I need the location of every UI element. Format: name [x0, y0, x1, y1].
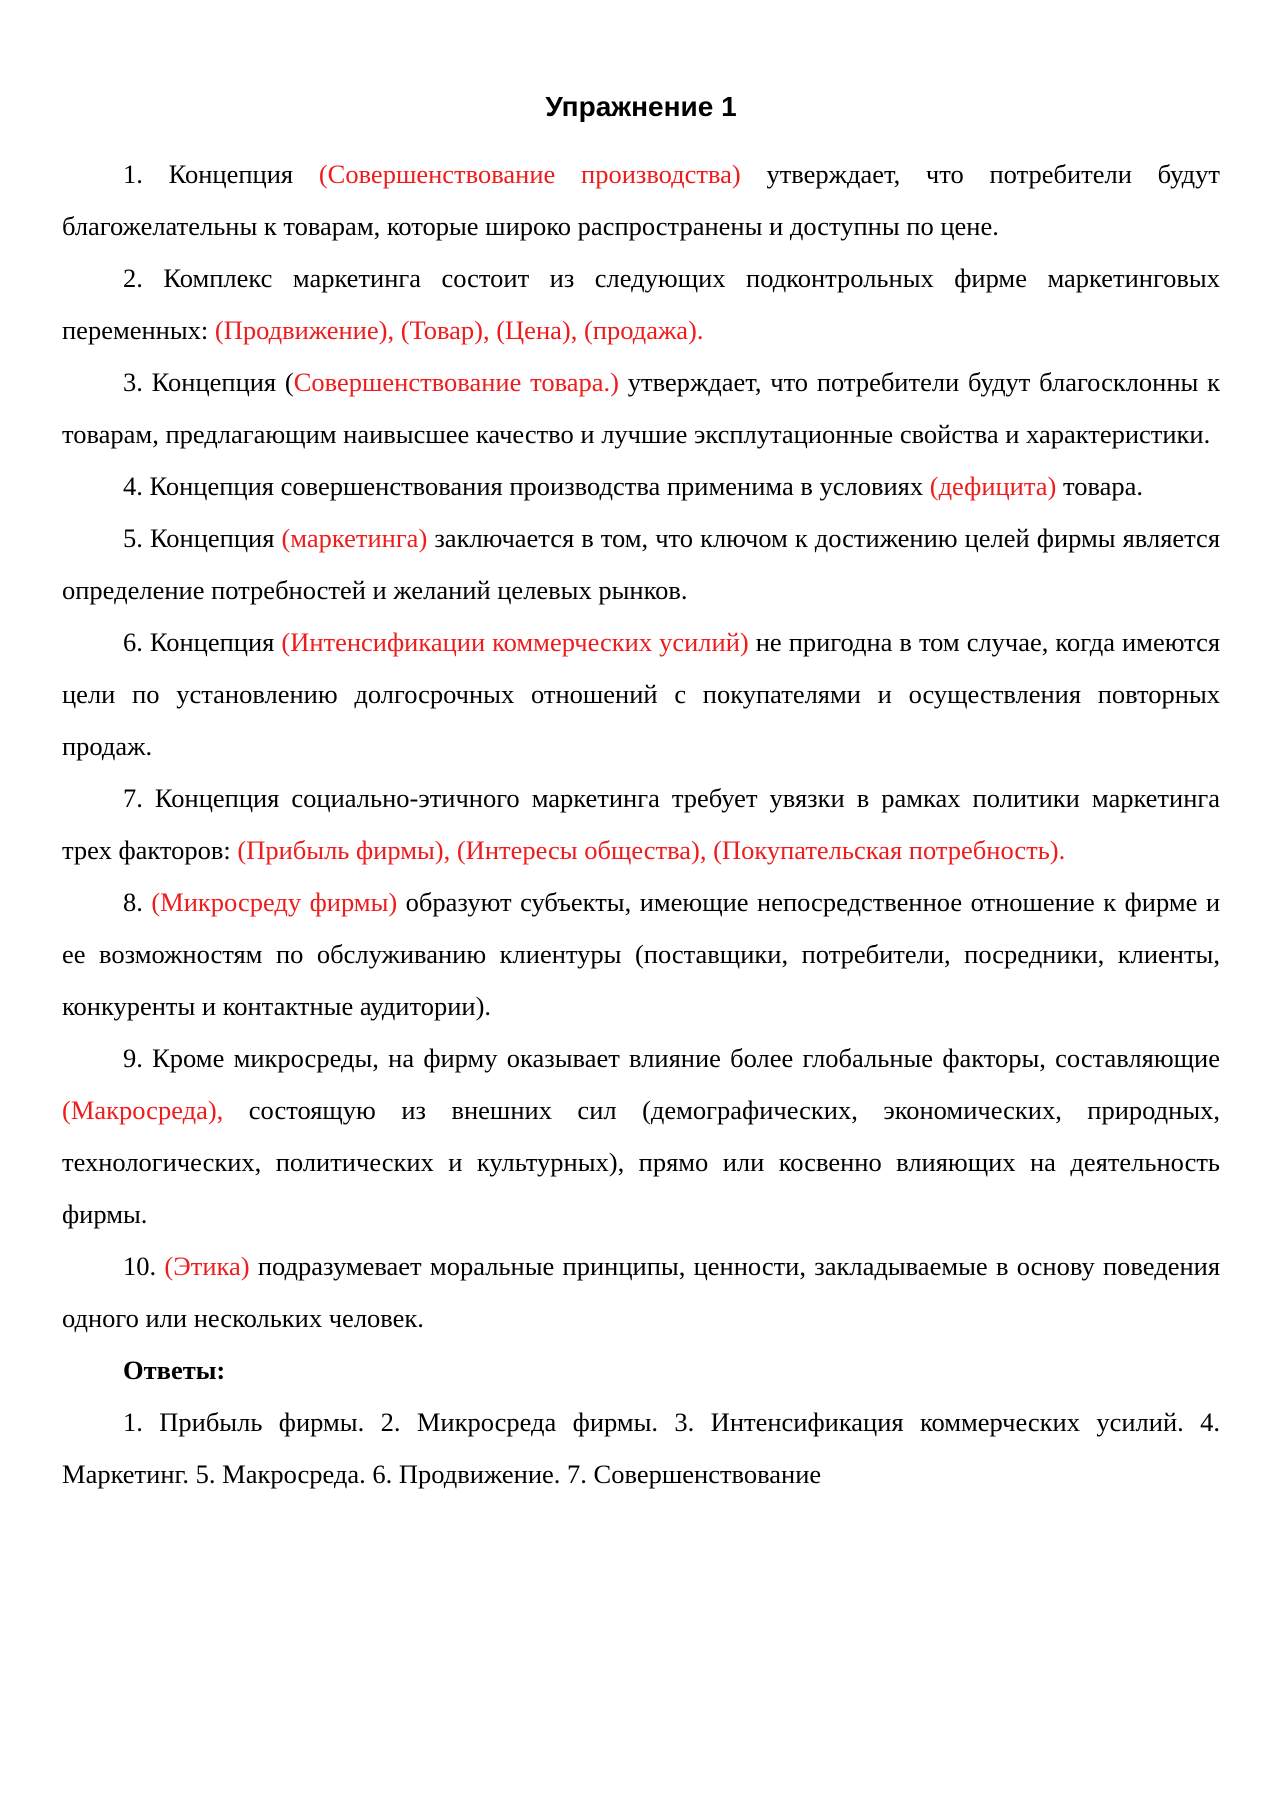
exercise-item [62, 512, 1220, 616]
item-number: 8. [123, 887, 152, 917]
answer-fill: (Совершенствование производства) [318, 159, 741, 189]
exercise-item [62, 1240, 1220, 1344]
item-text: Концепция социально-этичного маркетинга требует увязки в рамках политики маркетинга трех факторов: [62, 783, 1221, 865]
answer-fill: Совершенствование товара.) [293, 367, 619, 397]
item-number: 7. [123, 783, 155, 813]
answers-heading: Ответы: [123, 1355, 226, 1385]
item-number: 3. [123, 367, 152, 397]
answers-paragraph: 1. Прибыль фирмы. 2. Микросреда фирмы. 3. Интенсификация коммерческих усилий. 4. Маркетинг. 5. Макросреда. 6. Продвижение. 7. Совершенствование [62, 1407, 1220, 1489]
item-text: Концепция совершенствования производства применима в условиях [149, 471, 930, 501]
item-text: состоящую из внешних сил (демографических, экономических, природных, технологических, политических и культурных), прямо или косвенно влияющих на деятельность фирмы. [62, 1095, 1220, 1229]
exercise-item [62, 252, 1220, 356]
exercise-list [62, 148, 1220, 1344]
item-number: 9. [123, 1043, 153, 1073]
exercise-item [62, 1032, 1220, 1240]
item-text: заключается в том, что ключом к достижению целей фирмы является определение потребностей и желаний целевых рынков. [62, 523, 1221, 605]
answer-fill: (маркетинга) [281, 523, 428, 553]
page-title: Упражнение 1 [545, 91, 737, 122]
item-text: Комплекс маркетинга состоит из следующих подконтрольных фирме маркетинговых переменных: [62, 263, 1220, 345]
answer-fill: (Макросреда), [62, 1095, 224, 1125]
exercise-item [62, 616, 1220, 772]
exercise-item [62, 356, 1220, 460]
answer-fill: (Микросреду фирмы) [151, 887, 398, 917]
item-text: Кроме микросреды, на фирму оказывает влияние более глобальные факторы, составляющие [152, 1043, 1220, 1073]
item-text: подразумевает моральные принципы, ценности, закладываемые в основу поведения одного или нескольких человек. [62, 1251, 1221, 1333]
answer-fill: (Прибыль фирмы), (Интересы общества), (Покупательская потребность). [237, 835, 1066, 865]
item-number: 1. [123, 159, 169, 189]
item-text: Концепция [149, 523, 282, 553]
item-text: утверждает, что потребители будут благосклонны к товарам, предлагающим наивысшее качество и лучшие эксплутационные свойства и характеристики. [62, 367, 1220, 449]
exercise-item [62, 772, 1220, 876]
answer-fill: (Этика) [164, 1251, 250, 1281]
item-text: Концепция ( [151, 367, 294, 397]
answer-fill: (Продвижение), (Товар), (Цена), (продажа). [214, 315, 704, 345]
item-number: 2. [123, 263, 164, 293]
item-number: 6. [123, 627, 150, 657]
item-text: утверждает, что потребители будут благожелательны к товарам, которые широко распространены и доступны по цене. [62, 159, 1220, 241]
item-text: Концепция [168, 159, 319, 189]
answer-fill: (Интенсификации коммерческих усилий) [281, 627, 749, 657]
answer-fill: (дефицита) [929, 471, 1057, 501]
item-number: 5. [123, 523, 150, 553]
item-text: товара. [1056, 471, 1144, 501]
item-number: 4. [123, 471, 150, 501]
exercise-item [62, 876, 1220, 1032]
exercise-item [62, 148, 1220, 252]
exercise-item [62, 460, 1220, 512]
item-number: 10. [123, 1251, 165, 1281]
item-text: не пригодна в том случае, когда имеются цели по установлению долгосрочных отношений с покупателями и осуществления повторных продаж. [62, 627, 1221, 761]
item-text: Концепция [149, 627, 282, 657]
item-text: образуют субъекты, имеющие непосредственное отношение к фирме и ее возможностям по обслуживанию клиентуры (поставщики, потребители, посредники, клиенты, конкуренты и контактные аудитории). [62, 887, 1221, 1021]
